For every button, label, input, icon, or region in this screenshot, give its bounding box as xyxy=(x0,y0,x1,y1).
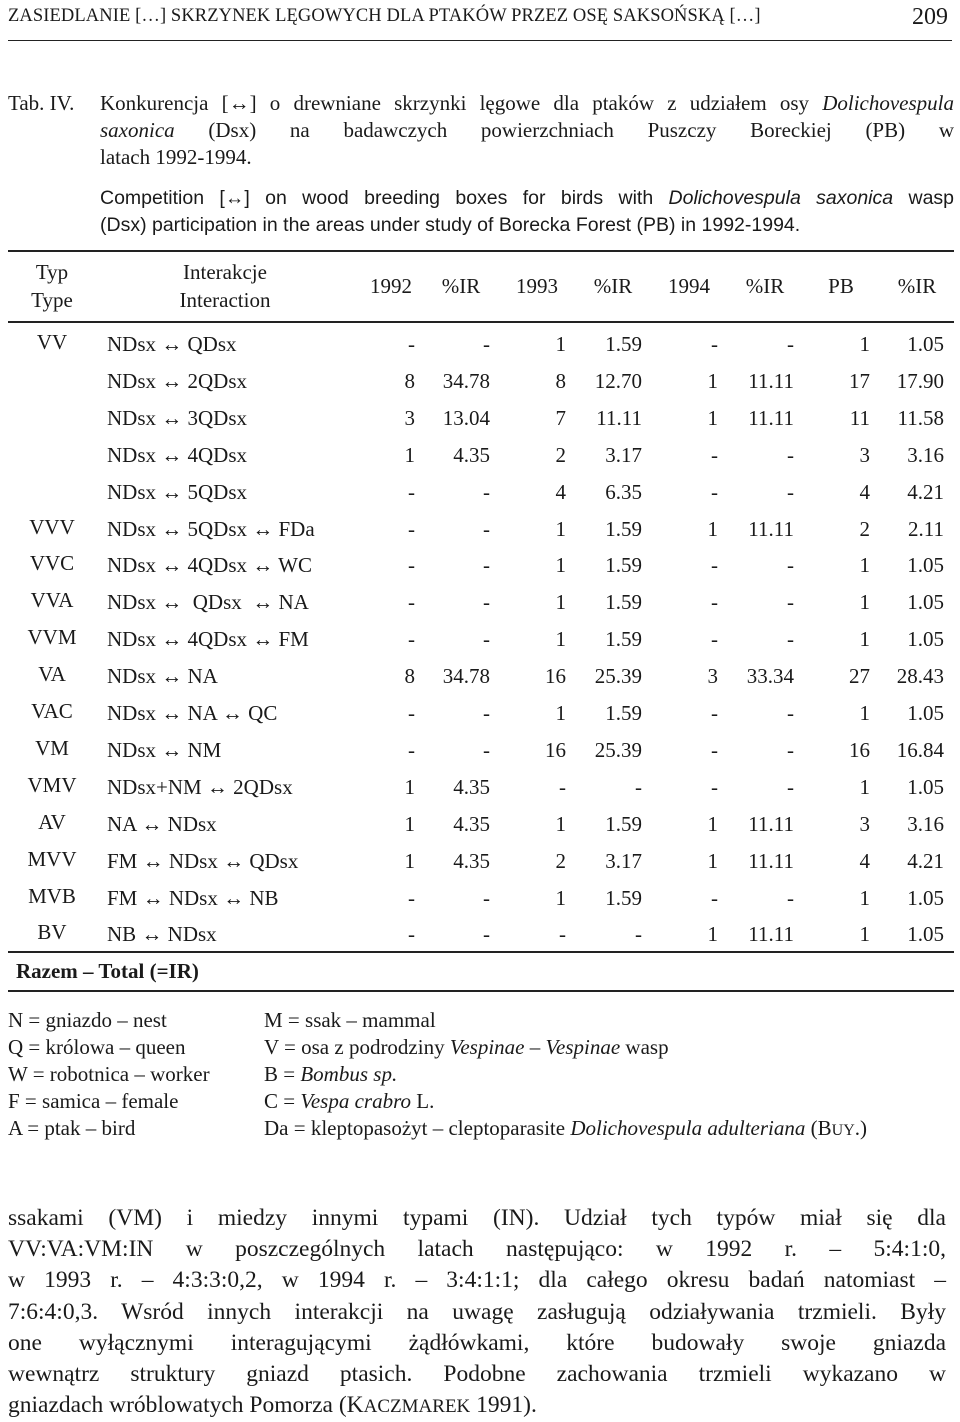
cell-v1992: - xyxy=(408,553,415,577)
cell-v1993: 1 xyxy=(555,812,566,836)
cell-irpb: 1.05 xyxy=(907,627,944,651)
cell-ir1992: 4.35 xyxy=(453,849,490,873)
cell-irpb: 4.21 xyxy=(907,480,944,504)
row-interaction: NDsx ↔ 3QDsx xyxy=(107,406,248,430)
cell-v1992: - xyxy=(408,627,415,651)
cell-ir1994: - xyxy=(787,701,794,725)
caption-en-line-2: (Dsx) participation in the areas under study of Borecka Forest (PB) in 1992-1994. xyxy=(100,214,801,236)
row-type: VVC xyxy=(29,551,75,575)
cell-ir1992: 4.35 xyxy=(453,443,490,467)
row-type: MVV xyxy=(27,847,77,871)
cell-v1993: - xyxy=(559,922,566,946)
legend-c: C = Vespa crabro L. xyxy=(264,1089,435,1113)
row-interaction: NDsx+NM ↔ 2QDsx xyxy=(107,775,293,799)
cell-v1992: 8 xyxy=(404,664,415,688)
legend-a: A = ptak – bird xyxy=(8,1116,136,1140)
cell-pb: 3 xyxy=(859,443,870,467)
row-interaction: NDsx ↔ 4QDsx ↔ WC xyxy=(107,553,312,577)
cell-ir1993: 1.59 xyxy=(605,517,642,541)
cell-irpb: 4.21 xyxy=(907,849,944,873)
row-interaction: NDsx ↔ 5QDsx ↔ FDa xyxy=(107,517,315,541)
cell-ir1993: 1.59 xyxy=(605,812,642,836)
legend-da: Da = kleptopasożyt – cleptoparasite Dolichovespula adulteriana (BUY.) xyxy=(264,1116,867,1140)
header-ir-pb: %IR xyxy=(897,274,937,298)
cell-ir1993: 1.59 xyxy=(605,627,642,651)
cell-irpb: 1.05 xyxy=(907,553,944,577)
cell-v1992: - xyxy=(408,590,415,614)
cell-v1992: 1 xyxy=(404,849,415,873)
cell-v1993: 1 xyxy=(555,590,566,614)
cell-irpb: 28.43 xyxy=(896,664,944,688)
cell-v1993: 16 xyxy=(545,664,566,688)
cell-ir1994: 11.11 xyxy=(748,369,794,393)
cell-v1994: - xyxy=(711,590,718,614)
table-label: Tab. IV. xyxy=(8,91,75,115)
row-interaction: NDsx ↔ QDsx ↔ NA xyxy=(107,590,309,614)
cell-ir1992: 34.78 xyxy=(442,664,490,688)
caption-pl-line-2: saxonica (Dsx) na badawczych powierzchniach Puszczy Boreckiej (PB) w xyxy=(100,118,954,142)
header-type-en: Type xyxy=(31,288,73,312)
row-type: MVB xyxy=(28,884,76,908)
row-interaction: FM ↔ NDsx ↔ NB xyxy=(107,886,279,910)
cell-v1992: - xyxy=(408,332,415,356)
cell-ir1994: 11.11 xyxy=(748,922,794,946)
body-line: one wyłącznymi interagującymi żądłówkami, które budowały swoje gniazda xyxy=(8,1329,946,1356)
cell-pb: 1 xyxy=(859,701,870,725)
cell-v1992: - xyxy=(408,738,415,762)
cell-ir1992: 34.78 xyxy=(442,369,490,393)
cell-ir1993: 3.17 xyxy=(605,443,642,467)
cell-irpb: 11.58 xyxy=(897,406,944,430)
cell-irpb: 1.05 xyxy=(907,886,944,910)
row-interaction: NDsx ↔ NA xyxy=(107,664,218,688)
body-line: VV:VA:VM:IN w poszczególnych latach następująco: w 1992 r. – 5:4:1:0, xyxy=(8,1236,946,1263)
running-header xyxy=(8,4,952,41)
running-title: ZASIEDLANIE […] SKRZYNEK LĘGOWYCH DLA PTAKÓW PRZEZ OSĘ SAKSOŃSKĄ […] xyxy=(8,6,761,26)
cell-v1993: 1 xyxy=(555,886,566,910)
cell-v1994: 1 xyxy=(707,369,718,393)
page-number: 209 xyxy=(912,4,948,30)
cell-ir1992: - xyxy=(483,480,490,504)
legend-w: W = robotnica – worker xyxy=(8,1062,210,1086)
header-interaction-en: Interaction xyxy=(179,288,271,312)
cell-v1993: 4 xyxy=(555,480,566,504)
cell-v1994: - xyxy=(711,775,718,799)
cell-ir1994: 11.11 xyxy=(748,517,794,541)
header-ir-1992: %IR xyxy=(441,274,481,298)
cell-v1993: 1 xyxy=(555,517,566,541)
cell-pb: 1 xyxy=(859,590,870,614)
body-line: wewnątrz struktury gniazd ptasich. Podobne zachowania trzmieli wykazano w xyxy=(8,1361,946,1388)
cell-v1994: 1 xyxy=(707,406,718,430)
cell-ir1992: - xyxy=(483,922,490,946)
cell-v1994: - xyxy=(711,480,718,504)
table-caption xyxy=(8,90,954,239)
row-interaction: NDsx ↔ 2QDsx xyxy=(107,369,248,393)
cell-v1992: 1 xyxy=(404,775,415,799)
cell-v1993: 1 xyxy=(555,627,566,651)
cell-ir1993: - xyxy=(635,775,642,799)
cell-v1994: - xyxy=(711,886,718,910)
cell-v1994: 1 xyxy=(707,812,718,836)
cell-irpb: 17.90 xyxy=(896,369,944,393)
cell-pb: 2 xyxy=(859,517,870,541)
cell-ir1994: 11.11 xyxy=(748,406,794,430)
cell-pb: 1 xyxy=(859,922,870,946)
cell-irpb: 1.05 xyxy=(907,701,944,725)
row-type: VVA xyxy=(30,588,74,612)
cell-ir1993: 1.59 xyxy=(605,886,642,910)
caption-en-line-1: Competition [↔] on wood breeding boxes for birds with Dolichovespula saxonica wasp xyxy=(100,187,955,209)
cell-v1994: - xyxy=(711,443,718,467)
caption-pl-line-1: Konkurencja [↔] o drewniane skrzynki lęgowe dla ptaków z udziałem osy Dolichovespula xyxy=(100,91,954,115)
row-interaction: NDsx ↔ NM xyxy=(107,738,222,762)
cell-ir1994: - xyxy=(787,738,794,762)
body-line: gniazdach wróblowatych Pomorza (KACZMAREK 1991). xyxy=(8,1392,537,1419)
cell-v1992: - xyxy=(408,480,415,504)
cell-v1994: - xyxy=(711,553,718,577)
cell-irpb: 16.84 xyxy=(896,738,944,762)
cell-v1993: 8 xyxy=(555,369,566,393)
row-type: VA xyxy=(38,662,66,686)
cell-ir1993: 6.35 xyxy=(605,480,642,504)
cell-pb: 17 xyxy=(849,369,870,393)
cell-irpb: 3.16 xyxy=(907,443,944,467)
cell-ir1992: - xyxy=(483,701,490,725)
cell-ir1992: 4.35 xyxy=(453,775,490,799)
cell-ir1992: - xyxy=(483,738,490,762)
cell-ir1994: - xyxy=(787,590,794,614)
cell-ir1994: - xyxy=(787,332,794,356)
cell-ir1994: 33.34 xyxy=(746,664,794,688)
cell-v1992: 1 xyxy=(404,812,415,836)
total-label: Razem – Total (=IR) xyxy=(16,959,199,983)
body-line: w 1993 r. – 4:3:3:0,2, w 1994 r. – 3:4:1:1; dla całego okresu badań natomiast – xyxy=(8,1267,946,1294)
cell-v1992: 3 xyxy=(404,406,415,430)
cell-ir1993: 3.17 xyxy=(605,849,642,873)
cell-v1992: - xyxy=(408,886,415,910)
legend-q: Q = królowa – queen xyxy=(8,1035,186,1059)
cell-ir1993: 1.59 xyxy=(605,332,642,356)
row-interaction: NDsx ↔ QDsx xyxy=(107,332,237,356)
cell-irpb: 1.05 xyxy=(907,590,944,614)
cell-v1993: 1 xyxy=(555,553,566,577)
header-ir-1994: %IR xyxy=(745,274,785,298)
cell-v1994: - xyxy=(711,627,718,651)
cell-ir1993: 25.39 xyxy=(594,738,642,762)
header-1994: 1994 xyxy=(668,274,710,298)
row-interaction: NB ↔ NDsx xyxy=(107,922,217,946)
table-bottom-rule xyxy=(8,990,954,992)
cell-ir1992: - xyxy=(483,332,490,356)
cell-irpb: 1.05 xyxy=(907,775,944,799)
cell-v1992: - xyxy=(408,517,415,541)
cell-v1994: 3 xyxy=(707,664,718,688)
header-pb: PB xyxy=(828,274,854,298)
cell-pb: 11 xyxy=(849,406,870,430)
cell-v1994: - xyxy=(711,332,718,356)
cell-v1993: 1 xyxy=(555,701,566,725)
legend-m: M = ssak – mammal xyxy=(264,1008,436,1032)
cell-v1993: 7 xyxy=(555,406,566,430)
cell-v1993: 1 xyxy=(555,332,566,356)
cell-ir1994: - xyxy=(787,775,794,799)
header-1992: 1992 xyxy=(370,274,412,298)
row-type: AV xyxy=(38,810,66,834)
row-type: VAC xyxy=(31,699,73,723)
table-header-rule xyxy=(8,321,954,323)
caption-pl-line-3: latach 1992-1994. xyxy=(100,145,252,169)
row-type: VM xyxy=(35,736,69,760)
cell-irpb: 2.11 xyxy=(908,517,944,541)
cell-ir1993: 12.70 xyxy=(594,369,642,393)
cell-ir1993: - xyxy=(635,922,642,946)
cell-v1993: 2 xyxy=(555,443,566,467)
cell-v1993: 2 xyxy=(555,849,566,873)
cell-pb: 4 xyxy=(859,480,870,504)
cell-ir1994: - xyxy=(787,553,794,577)
cell-ir1993: 1.59 xyxy=(605,701,642,725)
row-type: VV xyxy=(36,330,68,354)
cell-v1993: 16 xyxy=(545,738,566,762)
cell-v1992: 1 xyxy=(404,443,415,467)
cell-ir1992: - xyxy=(483,590,490,614)
legend-v: V = osa z podrodziny Vespinae – Vespinae wasp xyxy=(264,1035,669,1059)
cell-v1992: 8 xyxy=(404,369,415,393)
cell-v1992: - xyxy=(408,701,415,725)
legend-b: B = Bombus sp. xyxy=(264,1062,398,1086)
cell-ir1993: 11.11 xyxy=(596,406,642,430)
cell-pb: 3 xyxy=(859,812,870,836)
cell-ir1992: - xyxy=(483,627,490,651)
row-interaction: NDsx ↔ 4QDsx xyxy=(107,443,248,467)
header-interaction-pl: Interakcje xyxy=(183,260,267,284)
cell-pb: 27 xyxy=(849,664,870,688)
header-1993: 1993 xyxy=(516,274,558,298)
cell-ir1994: - xyxy=(787,627,794,651)
body-paragraph xyxy=(8,1203,946,1422)
cell-v1994: 1 xyxy=(707,849,718,873)
row-interaction: NDsx ↔ 4QDsx ↔ FM xyxy=(107,627,309,651)
cell-pb: 1 xyxy=(859,553,870,577)
cell-ir1994: 11.11 xyxy=(748,812,794,836)
cell-pb: 16 xyxy=(849,738,870,762)
legend-f: F = samica – female xyxy=(8,1089,179,1113)
cell-pb: 1 xyxy=(859,775,870,799)
row-type: BV xyxy=(37,920,67,944)
legend-n: N = gniazdo – nest xyxy=(8,1008,167,1032)
body-line: 7:6:4:0,3. Wsród innych interakcji na uwagę zasługują odziaływania trzmieli. Były xyxy=(8,1298,946,1325)
body-line: ssakami (VM) i miedzy innymi typami (IN). Udział tych typów miał się dla xyxy=(8,1205,946,1231)
cell-pb: 1 xyxy=(859,332,870,356)
cell-v1992: - xyxy=(408,922,415,946)
cell-ir1994: - xyxy=(787,443,794,467)
cell-ir1993: 1.59 xyxy=(605,590,642,614)
cell-ir1992: - xyxy=(483,886,490,910)
table-total-rule xyxy=(8,951,954,953)
row-type: VVM xyxy=(27,625,77,649)
cell-v1994: 1 xyxy=(707,517,718,541)
cell-irpb: 1.05 xyxy=(907,332,944,356)
cell-ir1992: - xyxy=(483,517,490,541)
cell-irpb: 1.05 xyxy=(907,922,944,946)
cell-v1994: 1 xyxy=(707,922,718,946)
cell-pb: 1 xyxy=(859,627,870,651)
cell-ir1993: 25.39 xyxy=(594,664,642,688)
row-interaction: NA ↔ NDsx xyxy=(107,812,217,836)
cell-pb: 4 xyxy=(859,849,870,873)
row-type: VMV xyxy=(27,773,77,797)
row-interaction: NDsx ↔ 5QDsx xyxy=(107,480,248,504)
cell-ir1992: 13.04 xyxy=(442,406,490,430)
cell-v1994: - xyxy=(711,738,718,762)
row-interaction: FM ↔ NDsx ↔ QDsx xyxy=(107,849,299,873)
table-top-rule xyxy=(8,250,954,252)
cell-ir1993: 1.59 xyxy=(605,553,642,577)
row-type: VVV xyxy=(29,515,75,539)
cell-v1994: - xyxy=(711,701,718,725)
row-interaction: NDsx ↔ NA ↔ QC xyxy=(107,701,278,725)
cell-ir1994: - xyxy=(787,886,794,910)
cell-v1993: - xyxy=(559,775,566,799)
header-type-pl: Typ xyxy=(35,260,69,284)
cell-ir1992: - xyxy=(483,553,490,577)
cell-ir1994: 11.11 xyxy=(748,849,794,873)
cell-irpb: 3.16 xyxy=(907,812,944,836)
header-ir-1993: %IR xyxy=(593,274,633,298)
cell-pb: 1 xyxy=(859,886,870,910)
cell-ir1994: - xyxy=(787,480,794,504)
cell-ir1992: 4.35 xyxy=(453,812,490,836)
